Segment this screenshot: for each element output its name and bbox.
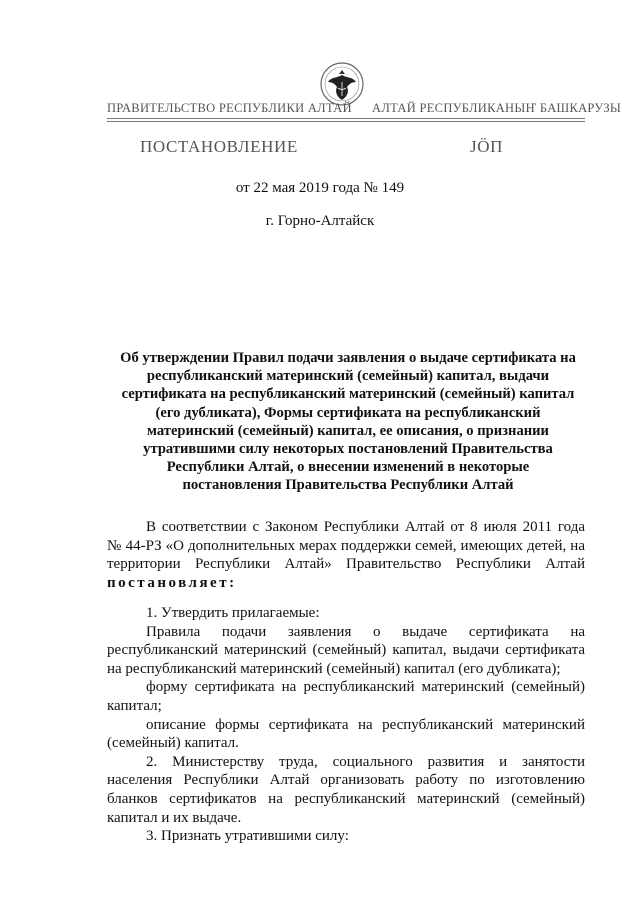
item-1: 1. Утвердить прилагаемые: [146, 605, 320, 621]
title-line: утратившими силу некоторых постановлений Правительства [143, 441, 553, 458]
doc-type-ru: ПОСТАНОВЛЕНИЕ [140, 137, 298, 156]
text-line: форму сертификата на республиканский материнский (семейный) [146, 679, 585, 696]
document-title [105, 349, 591, 495]
title-line: Республики Алтай, о внесении изменений в некоторые [166, 459, 530, 476]
government-name-alt: АЛТАЙ РЕСПУБЛИКАНЫҤ БАШКАРУЗЫ [372, 101, 622, 115]
title-line: материнский (семейный) капитал, ее описания, о признании [147, 422, 549, 439]
doc-type-alt: ЈӦП [470, 137, 503, 156]
text-line: населения Республики Алтай организовать работу по изготовлению [107, 772, 585, 789]
text-line: В соответствии с Законом Республики Алтай от 8 июля 2011 года [146, 519, 585, 535]
document-city: г. Горно-Алтайск [265, 213, 375, 229]
text-line: № 44-РЗ «О дополнительных мерах поддержки семей, имеющих детей, на [107, 537, 585, 554]
document-date-number: от 22 мая 2019 года № 149 [235, 180, 405, 196]
title-line: республиканский материнский (семейный) капитал, выдачи [146, 368, 550, 385]
title-line: сертификата на республиканский материнский (семейный) капитал [121, 386, 575, 403]
title-line: Об утверждении Правил подачи заявления о выдаче сертификата на [120, 350, 576, 366]
text-line: описание формы сертификата на республиканский материнский [146, 716, 585, 733]
text-line: (семейный) капитал. [107, 735, 239, 752]
title-line: (его дубликата), Формы сертификата на республиканский [155, 404, 541, 421]
text-line: бланков сертификатов на республиканский материнский (семейный) [107, 790, 585, 807]
government-name-ru: ПРАВИТЕЛЬСТВО РЕСПУБЛИКИ АЛТАЙ [107, 101, 352, 115]
text-line: на республиканский материнский (семейный) капитал (его дубликата); [107, 660, 561, 677]
text-line: капитал; [107, 697, 162, 714]
text-line: территории Республики Алтай» Правительство Республики Алтай [107, 556, 585, 573]
body-text [107, 604, 585, 846]
text-line: Правила подачи заявления о выдаче сертификата на [146, 623, 585, 640]
header-rule-top [107, 118, 585, 119]
item-3: 3. Признать утратившими силу: [146, 828, 349, 845]
header-rule-bottom [107, 121, 585, 122]
item-2: 2. Министерству труда, социального развития и занятости [146, 753, 585, 770]
text-line: республиканский материнский (семейный) капитал, выдачи сертификата [107, 642, 585, 659]
preamble-paragraph [107, 518, 585, 592]
title-line: постановления Правительства Республики Алтай [182, 477, 514, 494]
text-line: капитал и их выдаче. [107, 809, 242, 826]
resolution-word: постановляет: [107, 574, 237, 591]
